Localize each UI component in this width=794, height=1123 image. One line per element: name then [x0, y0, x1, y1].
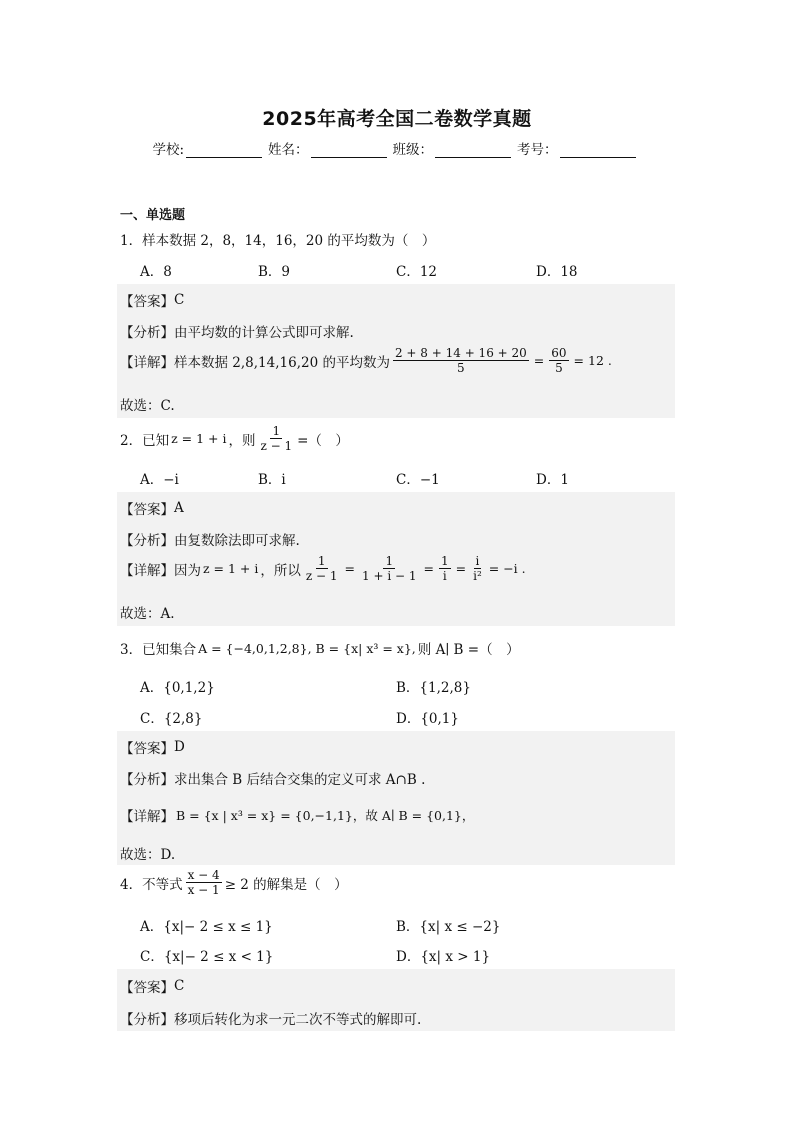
- option-a: A．−i: [140, 472, 179, 488]
- answer-value: D: [174, 739, 185, 755]
- school-field[interactable]: [152, 138, 262, 158]
- option-b: B．i: [258, 472, 286, 488]
- analysis-line: 【分析】 求出集合 B 后结合交集的定义可求 A∩B .: [120, 772, 426, 788]
- option-d: D．{x| x > 1}: [396, 949, 491, 965]
- answer-line: 【答案】 A: [120, 500, 184, 518]
- answer-value: C: [174, 292, 185, 308]
- question-2-stem: 2．已知 z = 1 + i ，则 $\frac{1}{z - 1}$ =（ ）: [120, 424, 349, 453]
- fraction: $\frac{1}{z - 1}$: [305, 554, 338, 583]
- name-label: 姓名：: [268, 142, 309, 158]
- class-label: 班级：: [392, 142, 434, 158]
- name-field[interactable]: [268, 138, 387, 158]
- question-1-stem: 1．样本数据 2，8，14，16，20 的平均数为（ ）: [120, 233, 436, 249]
- detail-line: 【详解】 B = {x | x³ = x} = {0,−1,1}，故 A∣ B = {0,1}，: [120, 808, 475, 825]
- fraction: $\frac{60}{5}$: [551, 346, 567, 375]
- analysis-line: 【分析】 由平均数的计算公式即可求解.: [120, 325, 354, 341]
- answer-value: C: [174, 978, 185, 994]
- option-b: B．{x| x ≤ −2}: [396, 919, 501, 935]
- fraction: $\frac{x - 4}{x - 1}$: [187, 868, 220, 897]
- school-label: 学校:: [152, 142, 185, 158]
- option-a: A．8: [140, 264, 172, 280]
- page-title: 2025年高考全国二卷数学真题: [262, 108, 532, 130]
- question-2-solution: [117, 492, 675, 626]
- fraction: $\frac{2 + 8 + 14 + 16 + 20}{5}$: [394, 346, 527, 375]
- option-c: C．12: [396, 264, 438, 280]
- option-c: C．{2,8}: [140, 711, 203, 727]
- option-b: B．9: [258, 264, 291, 280]
- question-4-solution: [117, 969, 675, 1031]
- class-blank[interactable]: [435, 143, 511, 158]
- exam-no-label: 考号：: [517, 142, 558, 158]
- question-3-stem: 3．已知集合 A = {−4,0,1,2,8}, B = {x| x³ = x}, 则 A∣ B =（ ）: [120, 640, 520, 658]
- option-c: C．{x|− 2 ≤ x < 1}: [140, 949, 274, 965]
- school-blank[interactable]: [186, 143, 262, 158]
- detail-line: 【详解】 样本数据 2,8,14,16,20 的平均数为 $\frac{2 + 8 + 14 + 16 + 20}{5}$ = $\frac{60}{5}$ = 12 .: [120, 346, 612, 375]
- choice-line: 故选：C.: [120, 398, 175, 414]
- option-d: D．18: [536, 264, 578, 280]
- option-a: A．{0,1,2}: [140, 680, 215, 696]
- name-blank[interactable]: [311, 143, 387, 158]
- question-4-stem: 4．不等式 $\frac{x - 4}{x - 1}$ ≥ 2 的解集是（ ）: [120, 868, 348, 897]
- option-b: B．{1,2,8}: [396, 680, 471, 696]
- question-1-solution: [117, 284, 675, 418]
- option-c: C．−1: [396, 472, 440, 488]
- detail-line: 【详解】 因为 z = 1 + i ，所以 $\frac{1}{z - 1}$ = $\frac{1}{1 + i - 1}$ = $\frac{1}{i}$ = $\frac{i}{\text{i²}}$ = −i .: [120, 554, 526, 583]
- answer-line: 【答案】 D: [120, 739, 185, 757]
- answer-line: 【答案】 C: [120, 978, 185, 996]
- class-field[interactable]: [393, 138, 512, 158]
- exam-no-blank[interactable]: [560, 143, 636, 158]
- exam-no-field[interactable]: [517, 138, 636, 158]
- student-info-row: [0, 138, 794, 158]
- option-a: A．{x|− 2 ≤ x ≤ 1}: [140, 919, 273, 935]
- fraction: $\frac{1}{i}$: [440, 554, 449, 583]
- answer-value: A: [174, 500, 184, 516]
- analysis-line: 【分析】 由复数除法即可求解.: [120, 533, 300, 549]
- option-d: D．1: [536, 472, 569, 488]
- fraction: $\frac{i}{\text{i²}}$: [473, 554, 482, 583]
- fraction: $\frac{1}{z - 1}$: [260, 424, 293, 453]
- option-d: D．{0,1}: [396, 711, 459, 727]
- choice-line: 故选：D.: [120, 847, 176, 863]
- analysis-line: 【分析】 移项后转化为求一元二次不等式的解即可.: [120, 1012, 422, 1028]
- fraction: $\frac{1}{1 + i - 1}$: [362, 554, 417, 583]
- question-3-solution: [117, 731, 675, 865]
- answer-line: 【答案】 C: [120, 292, 185, 310]
- section-heading: 一、单选题: [120, 208, 186, 223]
- choice-line: 故选：A.: [120, 606, 175, 622]
